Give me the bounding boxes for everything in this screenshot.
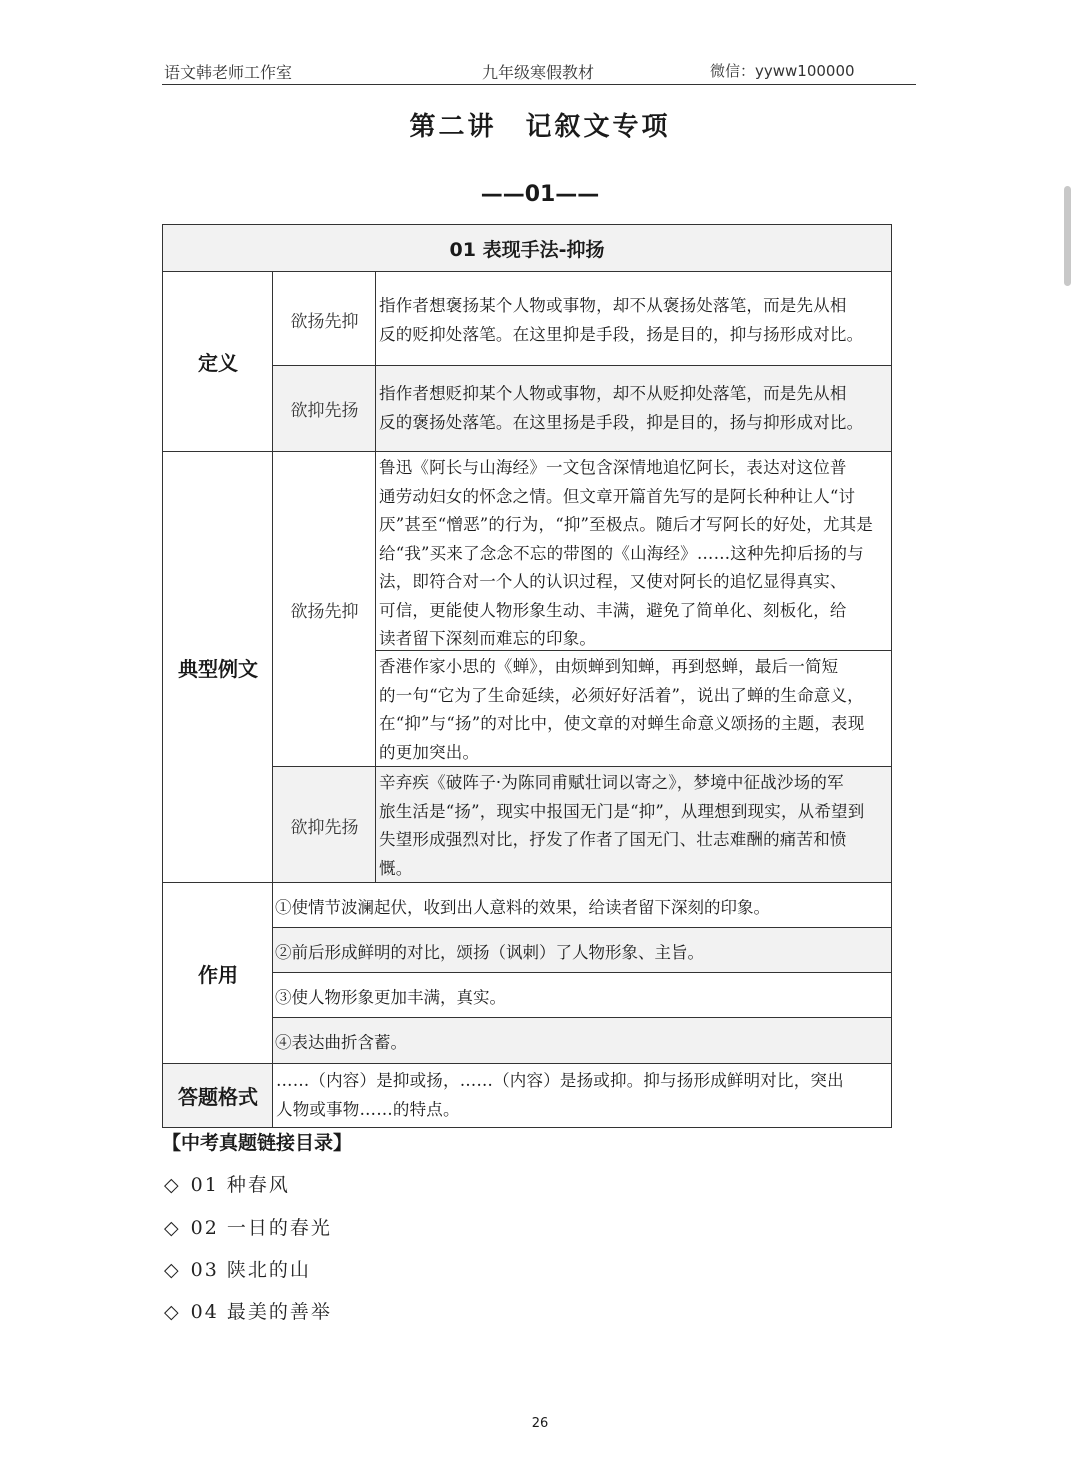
examples-type-2: 欲抑先扬 [272,766,376,883]
toc-title: 【中考真题链接目录】 [162,1132,353,1154]
example-luxun: 鲁迅《阿长与山海经》一文包含深情地追忆阿长，表达对这位普 通劳动妇女的怀念之情。但文章开篇首先写的是阿长种种让人“讨 厌”甚至“憎恶”的行为，“抑”至极点。随后才写阿长的好处，尤其是 给“我”买来了念念不忘的带图的《山海经》……这种先抑后扬的与 法，即符合对一个人的认识过程，又使对阿长的追忆显得真实、 可信，更能使人物形象生动、丰满，避免了简单化、刻板化，给 读者留下深刻而难忘的印象。 [375,451,891,651]
diamond-icon: ◇ [164,1174,181,1196]
diamond-icon: ◇ [164,1217,181,1239]
effect-item-4: ④表达曲折含蓄。 [272,1017,891,1064]
toc-item[interactable] [164,1255,311,1282]
technique-table [162,224,892,1128]
definition-label: 定义 [163,271,273,451]
answer-format-label: 答题格式 [163,1063,273,1127]
toc-item-label: 04 最美的善举 [190,1301,332,1323]
answer-format-text: ……（内容）是抑或扬，……（内容）是扬或抑。抑与扬形成鲜明对比，突出 人物或事物……的特点。 [272,1063,891,1127]
page-number: 26 [531,1416,549,1431]
definition-type-1: 欲扬先抑 [272,271,376,366]
effect-item-1: ①使情节波澜起伏，收到出人意料的效果，给读者留下深刻的印象。 [272,882,891,928]
diamond-icon: ◇ [164,1259,181,1281]
toc-item[interactable] [164,1213,332,1240]
toc-item-label: 02 一日的春光 [190,1217,332,1239]
page-header [162,56,916,85]
header-wechat: 微信：yyww100000 [710,62,855,80]
header-studio: 语文韩老师工作室 [164,63,293,82]
lecture-title: 第二讲 记叙文专项 [409,112,671,142]
example-cicada: 香港作家小思的《蝉》，由烦蝉到知蝉，再到惄蝉，最后一简短 的一句“它为了生命延续，必须好好活着”，说出了蝉的生命意义， 在“抑”与“扬”的对比中，使文章的对蝉生命意义颂扬的主题，表现 的更加突出。 [375,650,891,767]
effects-label: 作用 [163,882,273,1064]
examples-label: 典型例文 [163,451,273,883]
toc-item[interactable] [164,1297,332,1324]
example-xinqiji: 辛弃疾《破阵子·为陈同甫赋壮词以寄之》，梦境中征战沙场的军 旅生活是“扬”，现实中报国无门是“抑”，从理想到现实，从希望到 失望形成强烈对比，抒发了作者了国无门、壮志难酬的痛苦和愤 慨。 [375,766,891,883]
effect-item-2: ②前后形成鲜明的对比，颂扬（讽刺）了人物形象、主旨。 [272,927,891,973]
definition-text-2: 指作者想贬抑某个人物或事物，却不从贬抑处落笔，而是先从相 反的褒扬处落笔。在这里扬是手段，抑是目的，扬与抑形成对比。 [375,365,891,451]
toc-item-label: 01 种春风 [190,1174,290,1196]
scrollbar-thumb[interactable] [1064,186,1071,286]
examples-type-1: 欲扬先抑 [272,451,376,767]
effect-item-3: ③使人物形象更加丰满，真实。 [272,972,891,1018]
toc-item-label: 03 陕北的山 [190,1259,311,1281]
section-number: ——01—— [480,182,600,207]
header-material: 九年级寒假教材 [482,63,595,82]
diamond-icon: ◇ [164,1301,181,1323]
toc-item[interactable] [164,1170,290,1197]
definition-type-2: 欲抑先扬 [272,365,376,451]
definition-text-1: 指作者想褒扬某个人物或事物，却不从褒扬处落笔，而是先从相 反的贬抑处落笔。在这里抑是手段，扬是目的，抑与扬形成对比。 [375,271,891,366]
table-heading: 01 表现手法-抑扬 [163,225,891,271]
